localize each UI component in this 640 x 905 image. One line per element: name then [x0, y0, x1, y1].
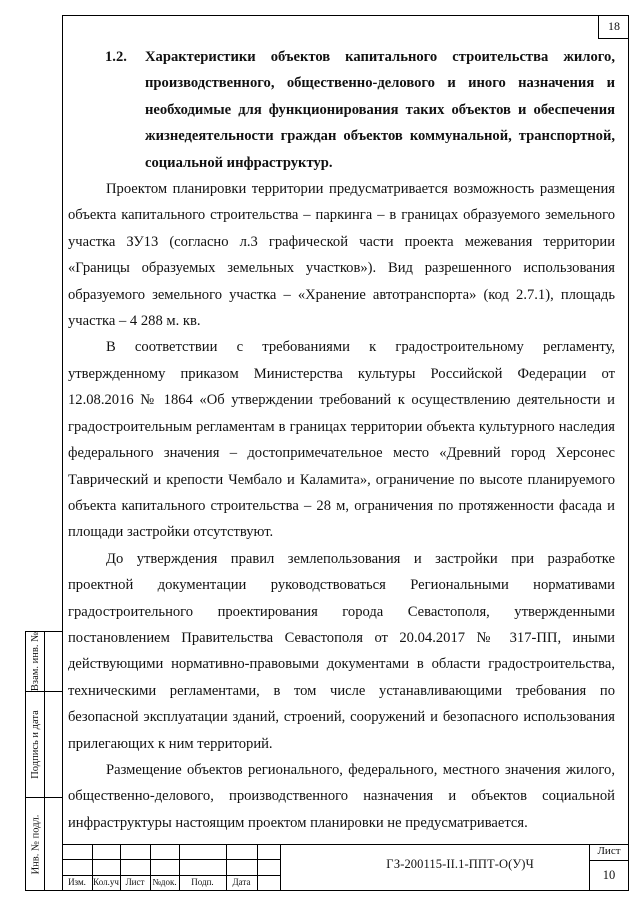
side-label-vzam: Взам. инв. №	[30, 632, 42, 692]
section-heading	[68, 44, 615, 176]
section-number: 1.2.	[105, 49, 127, 65]
sheet-label: Лист	[597, 845, 621, 857]
col-izm: Изм.	[68, 877, 86, 887]
col-list: Лист	[125, 877, 145, 887]
side-cell-vzam	[26, 632, 45, 692]
col-ndok: №док.	[152, 877, 177, 887]
paragraph-1: Проектом планировки территории предусматривается возможность размещения объекта капитального строительства – паркинга – в границах образуемого земельного участка ЗУ13 (согласно л.3 графической части проекта межевания территории «Границы образуемых земельных участков»). Вид разрешенного использования образуемого земельного участка – «Хранение автотранспорта» (код 2.7.1), площадь участка – 4 288 м. кв.	[68, 181, 615, 330]
title-block	[62, 844, 629, 891]
paragraph-4: Размещение объектов регионального, федерального, местного значения жилого, общественно-делового, производственного назначения и объектов социальной инфраструктуры настоящим проектом планировки не предусматривается.	[68, 761, 615, 831]
sheet-number: 10	[602, 868, 616, 882]
paragraph-3: До утверждения правил землепользования и застройки при разработке проектной документации руководствоваться Региональными нормативами градостроительного проектирования города Севастополя, утвержденными постановлением Правительства Севастополя от 20.04.2017 № 317-ПП, иными действующими нормативно-правовыми документами в области градостроительства, техническими регламентами, в том числе устанавливающими требования по безопасной эксплуатации зданий, строений, сооружений и безопасного использования прилегающих к ним территорий.	[68, 550, 615, 752]
document-code: ГЗ-200115-II.1-ППТ-О(У)Ч	[386, 857, 534, 871]
side-label-podpis: Подпись и дата	[30, 710, 42, 779]
col-data: Дата	[232, 877, 251, 887]
col-podp: Подп.	[191, 877, 214, 887]
side-cell-inv	[26, 798, 45, 890]
side-label-inv: Инв. № подл.	[30, 814, 42, 874]
document-body	[68, 44, 615, 836]
side-stamp	[25, 631, 62, 891]
paragraph-2: В соответствии с требованиями к градостроительному регламенту, утвержденному приказом Министерства культуры Российской Федерации от 12.08.2016 № 1864 «Об утверждении требований к осуществлению деятельности и градостроительным регламентам в границах территории объекта культурного наследия федерального значения – достопримечательное место «Древний город Херсонес Таврический и крепости Чембало и Каламита», ограничение по высоте планируемого объекта капитального строительства – 28 м, ограничения по протяженности фасада и площади застройки отсутствуют.	[68, 339, 615, 541]
section-title: Характеристики объектов капитального строительства жилого, производственного, общественно-делового и иного назначения и необходимые для функционирования таких объектов и обеспечения жизнедеятельности граждан объектов коммунальной, транспортной, социальной инфраструктур.	[145, 49, 615, 171]
col-kol-uch: Кол.уч	[93, 877, 119, 887]
side-cell-podpis	[26, 692, 45, 798]
page-number-top: 18	[598, 15, 629, 39]
